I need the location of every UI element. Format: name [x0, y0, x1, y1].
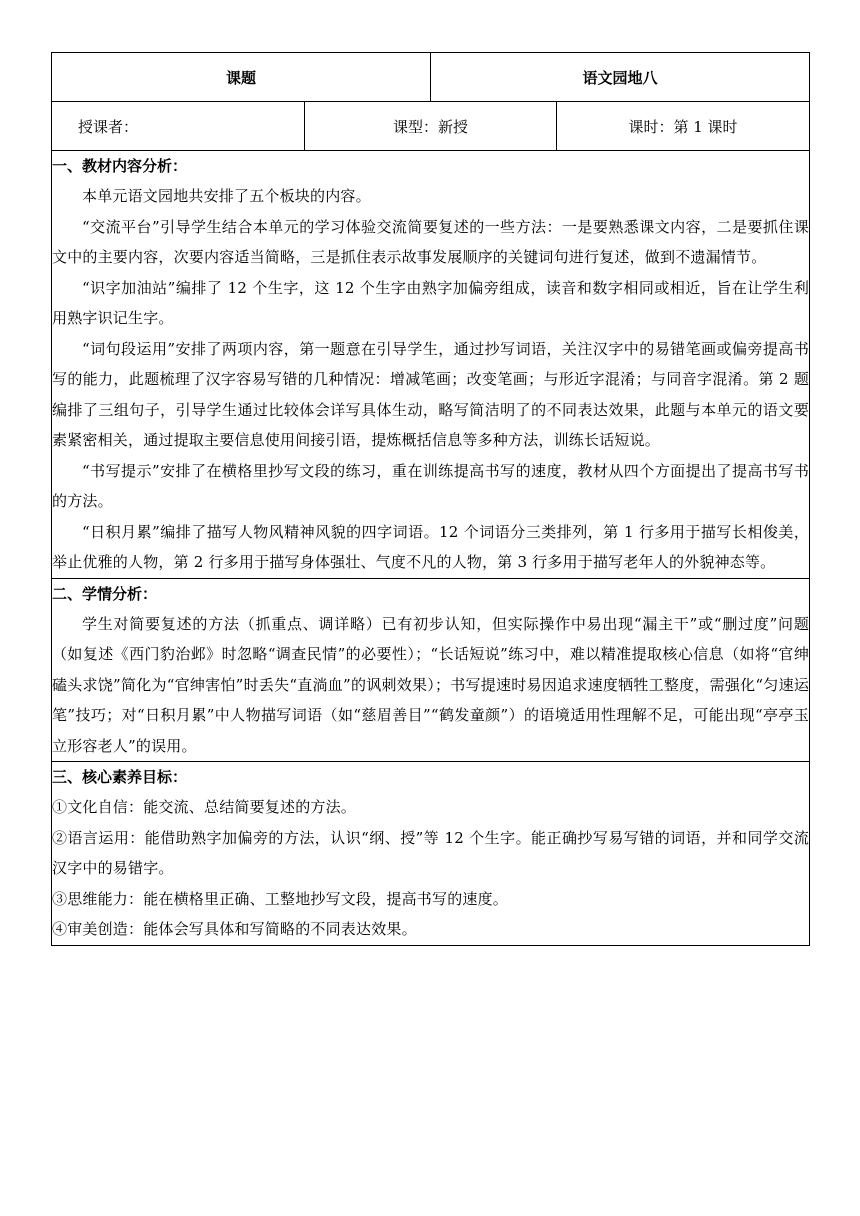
lesson-plan-sheet	[51, 52, 809, 946]
paragraph: “识字加油站”编排了 12 个生字，这 12 个生字由熟字加偏旁组成，读音和数字相同或相近，旨在让学生利用熟字识记生字。	[52, 278, 810, 327]
section-core-goals	[52, 762, 810, 946]
paragraph: “词句段运用”安排了两项内容，第一题意在引导学生，通过抄写词语，关注汉字中的易错笔画或偏旁提高书写的能力，此题梳理了汉字容易写错的几种情况：增减笔画；改变笔画；与形近字混淆；与同音字混淆。第 2 题编排了三组句子，引导学生通过比较体会详写具体生动，略写简洁明了的不同表达效果，此题与本单元的语文要素紧密相关，通过提取主要信息使用间接引语，提炼概括信息等多种方法，训练长话短说。	[52, 339, 810, 449]
goal-item: ④审美创造：能体会写具体和写简略的不同表达效果。	[52, 920, 417, 938]
goal-item: ③思维能力：能在横格里正确、工整地抄写文段，提高书写的速度。	[52, 889, 509, 908]
lesson-type-cell: 课型：新授	[305, 102, 557, 151]
paragraph: “日积月累”编排了描写人物风精神风貌的四字词语。12 个词语分三类排列，第 1 行多用于描写长相俊美，举止优雅的人物，第 2 行多用于描写身体强壮、气度不凡的人物，第 3 行多用于描写老年人的外貌神态等。	[52, 522, 810, 571]
section-textbook-analysis	[52, 151, 810, 579]
header-row	[52, 53, 810, 102]
paragraph: “书写提示”安排了在横格里抄写文段的练习，重在训练提高书写的速度，教材从四个方面提出了提高书写书的方法。	[52, 461, 810, 510]
paragraph: 学生对简要复述的方法（抓重点、调详略）已有初步认知，但实际操作中易出现“漏主干”或“删过度”问题（如复述《西门豹治邺》时忽略“调查民情”的必要性）；“长话短说”练习中，难以精准提取核心信息（如将“官绅磕头求饶”简化为“官绅害怕”时丢失“直淌血”的讽刺效果）；书写提速时易因追求速度牺牲工整度，需强化“匀速运笔”技巧；对“日积月累”中人物描写词语（如“慈眉善目”“鹤发童颜”）的语境适用性理解不足，可能出现“亭亭玉立形容老人”的误用。	[52, 614, 810, 755]
meta-row	[52, 102, 810, 151]
topic-label: 课题	[52, 53, 431, 102]
section-learner-analysis	[52, 578, 810, 762]
paragraph: “交流平台”引导学生结合本单元的学习体验交流简要复述的一些方法：一是要熟悉课文内容，二是要抓住课文中的主要内容，次要内容适当简略，三是抓住表示故事发展顺序的关键词句进行复述，做到不遗漏情节。	[52, 217, 810, 266]
goal-item: ②语言运用：能借助熟字加偏旁的方法，认识“纲、授”等 12 个生字。能正确抄写易写错的词语，并和同学交流汉字中的易错字。	[52, 828, 810, 877]
section-title: 三、核心素养目标：	[52, 768, 188, 786]
paragraph: 本单元语文园地共安排了五个板块的内容。	[82, 187, 371, 205]
section-title: 二、学情分析：	[52, 584, 158, 603]
teacher-cell: 授课者：	[52, 102, 305, 151]
topic-title: 语文园地八	[431, 53, 810, 102]
goal-item: ①文化自信：能交流、总结简要复述的方法。	[52, 798, 357, 816]
lesson-plan-table	[51, 52, 810, 946]
period-cell: 课时：第 1 课时	[557, 102, 810, 151]
section-title: 一、教材内容分析：	[52, 157, 188, 175]
